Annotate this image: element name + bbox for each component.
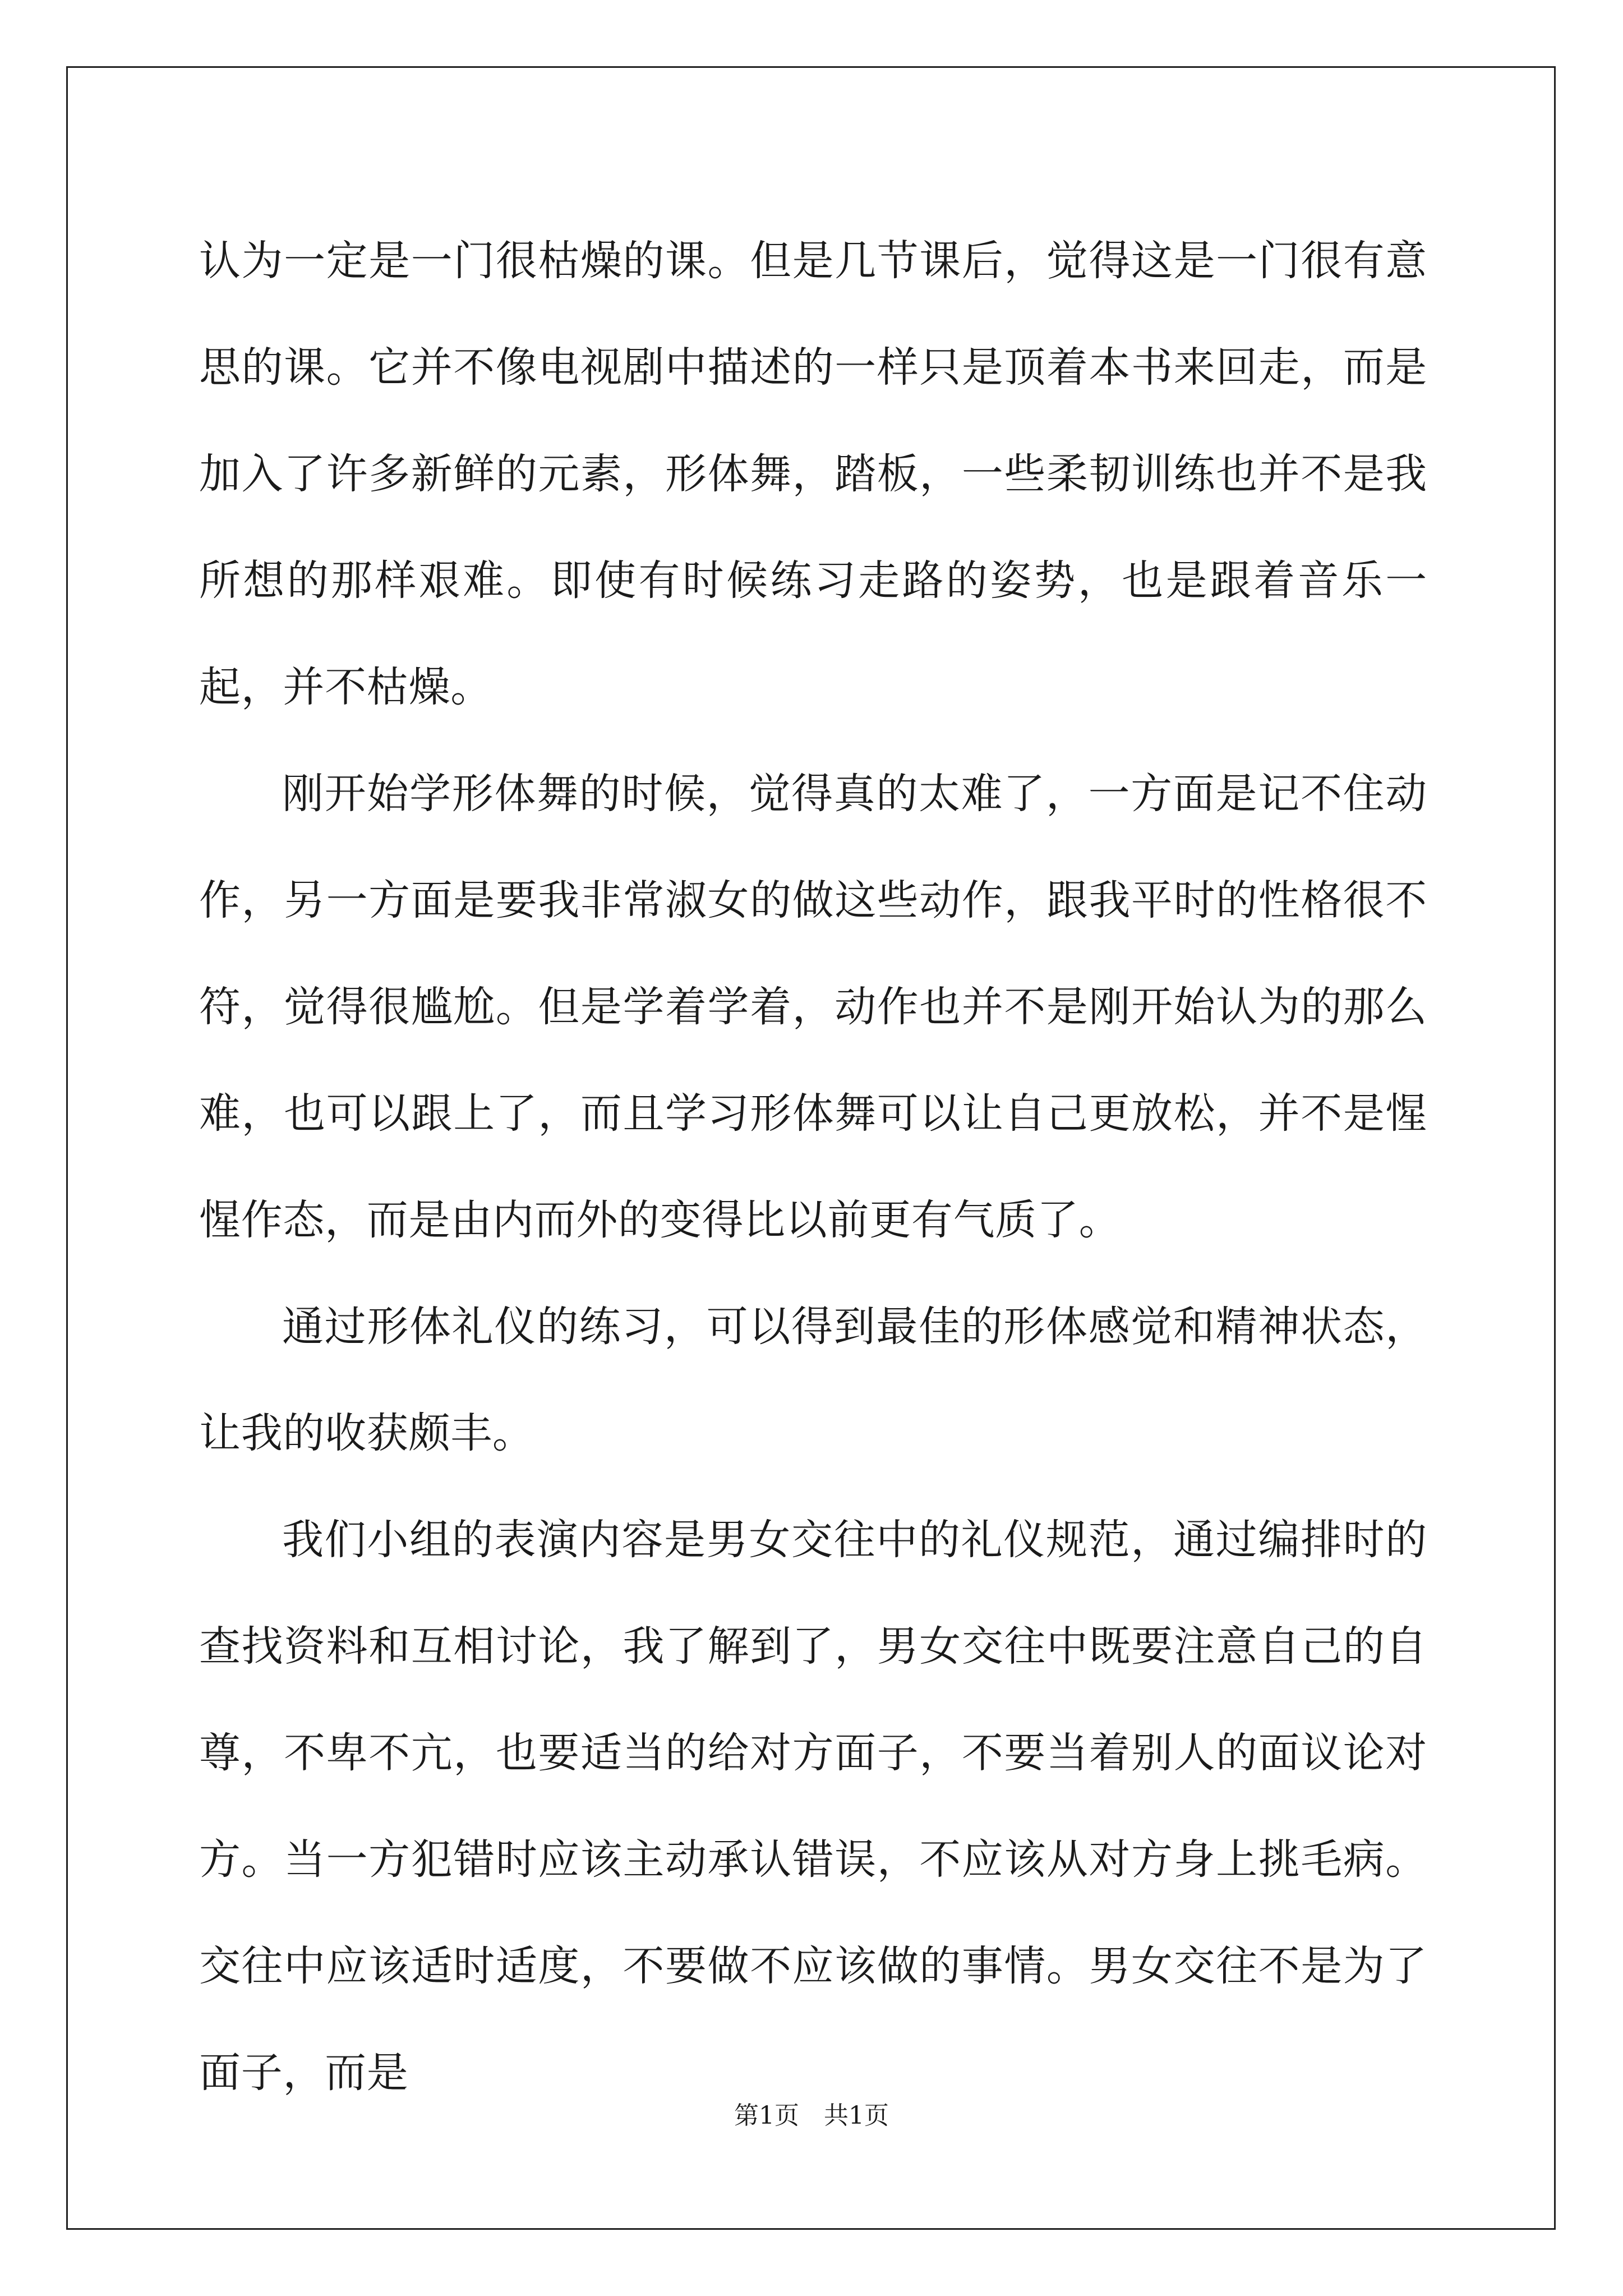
page-number-footer: 第1页 共1页 — [734, 2101, 889, 2130]
paragraph-1: 认为一定是一门很枯燥的课。但是几节课后，觉得这是一门很有意思的课。它并不像电视剧中描述的一样只是顶着本书来回走，而是加入了许多新鲜的元素，形体舞，踏板，一些柔韧训练也并不是我所想的那样艰难。即使有时候练习走路的姿势，也是跟着音乐一起，并不枯燥。 — [199, 237, 1427, 711]
paragraph-4: 我们小组的表演内容是男女交往中的礼仪规范，通过编排时的查找资料和互相讨论，我了解到了，男女交往中既要注意自己的自尊，不卑不亢，也要适当的给对方面子，不要当着别人的面议论对方。当一方犯错时应该主动承认错误，不应该从对方身上挑毛病。交往中应该适时适度，不要做不应该做的事情。男女交往不是为了面子，而是 — [199, 1516, 1427, 2097]
paragraph-2: 刚开始学形体舞的时候，觉得真的太难了，一方面是记不住动作，另一方面是要我非常淑女的做这些动作，跟我平时的性格很不符，觉得很尴尬。但是学着学着，动作也并不是刚开始认为的那么难，也可以跟上了，而且学习形体舞可以让自己更放松，并不是惺惺作态，而是由内而外的变得比以前更有气质了。 — [199, 770, 1427, 1244]
paragraph-3: 通过形体礼仪的练习，可以得到最佳的形体感觉和精神状态，让我的收获颇丰。 — [199, 1303, 1427, 1457]
document-body — [199, 208, 1427, 2126]
